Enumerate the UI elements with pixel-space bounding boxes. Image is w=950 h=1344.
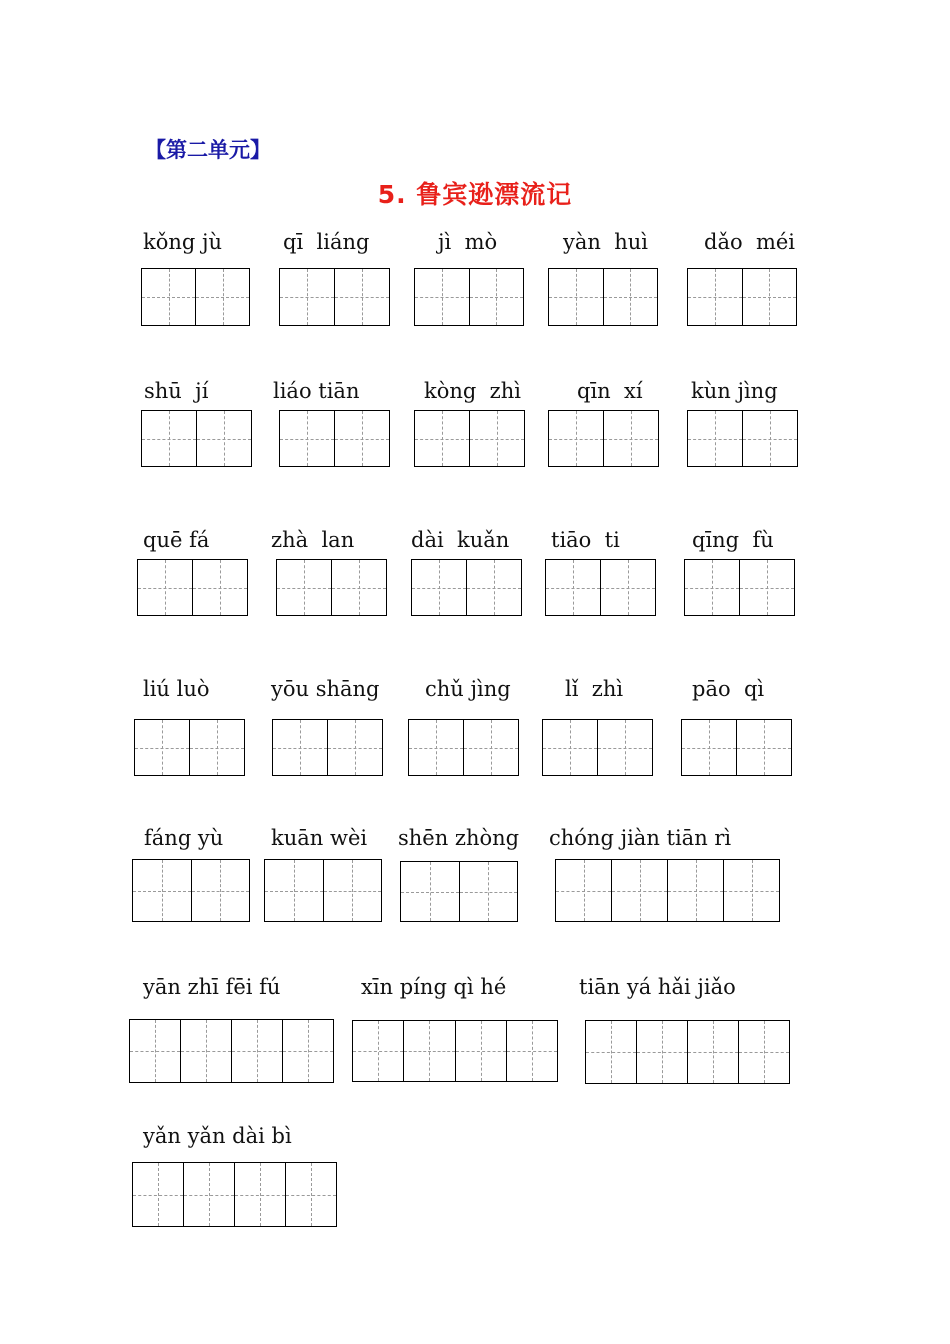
character-cell[interactable] — [403, 1021, 454, 1081]
pinyin-label: qīng fù — [692, 528, 774, 552]
pinyin-label: kùn jìng — [691, 379, 778, 403]
character-cell[interactable] — [191, 860, 250, 921]
character-cell[interactable] — [586, 1021, 636, 1083]
pinyin-label: pāo qì — [692, 677, 765, 701]
character-cell[interactable] — [546, 560, 600, 615]
unit-label: 【第二单元】 — [145, 138, 271, 162]
character-cell[interactable] — [459, 862, 518, 921]
writing-grid[interactable] — [414, 410, 525, 467]
character-cell[interactable] — [685, 560, 739, 615]
character-cell[interactable] — [466, 560, 521, 615]
character-cell[interactable] — [415, 411, 469, 466]
character-cell[interactable] — [192, 560, 247, 615]
character-cell[interactable] — [600, 560, 655, 615]
writing-grid[interactable] — [132, 1162, 337, 1227]
character-cell[interactable] — [469, 411, 524, 466]
character-cell[interactable] — [401, 862, 459, 921]
pinyin-label: qīn xí — [577, 379, 643, 403]
character-cell[interactable] — [738, 1021, 789, 1083]
writing-grid[interactable] — [264, 859, 382, 922]
character-cell[interactable] — [189, 720, 244, 775]
writing-grid[interactable] — [129, 1019, 334, 1083]
writing-grid[interactable] — [134, 719, 245, 776]
character-cell[interactable] — [231, 1020, 282, 1082]
pinyin-label: qī liáng — [283, 230, 370, 254]
character-cell[interactable] — [195, 269, 249, 325]
writing-grid[interactable] — [545, 559, 656, 616]
writing-grid[interactable] — [411, 559, 522, 616]
character-cell[interactable] — [636, 1021, 687, 1083]
writing-grid[interactable] — [555, 859, 780, 922]
character-cell[interactable] — [549, 411, 603, 466]
character-cell[interactable] — [463, 720, 518, 775]
character-cell[interactable] — [597, 720, 652, 775]
writing-grid[interactable] — [141, 268, 250, 326]
pinyin-label: kǒng jù — [143, 230, 223, 254]
pinyin-label: yān zhī fēi fú — [143, 975, 281, 999]
character-cell[interactable] — [334, 269, 389, 325]
pinyin-label: kòng zhì — [424, 379, 521, 403]
character-cell[interactable] — [455, 1021, 506, 1081]
character-cell[interactable] — [739, 560, 794, 615]
pinyin-label: lǐ zhì — [565, 677, 624, 701]
writing-grid[interactable] — [585, 1020, 790, 1084]
character-cell[interactable] — [331, 560, 386, 615]
character-cell[interactable] — [682, 720, 736, 775]
writing-grid[interactable] — [681, 719, 792, 776]
character-cell[interactable] — [282, 1020, 333, 1082]
character-cell[interactable] — [133, 1163, 183, 1226]
character-cell[interactable] — [273, 720, 327, 775]
character-cell[interactable] — [742, 411, 797, 466]
pinyin-label: xīn píng qì hé — [361, 975, 507, 999]
character-cell[interactable] — [688, 411, 742, 466]
character-cell[interactable] — [234, 1163, 285, 1226]
writing-grid[interactable] — [137, 559, 248, 616]
writing-grid[interactable] — [400, 861, 518, 922]
character-cell[interactable] — [415, 269, 469, 325]
pinyin-label: zhà lan — [271, 528, 355, 552]
pinyin-label: chǔ jìng — [425, 677, 511, 701]
character-cell[interactable] — [183, 1163, 234, 1226]
writing-grid[interactable] — [542, 719, 653, 776]
character-cell[interactable] — [280, 411, 334, 466]
character-cell[interactable] — [265, 860, 323, 921]
writing-grid[interactable] — [141, 410, 252, 467]
character-cell[interactable] — [180, 1020, 231, 1082]
pinyin-label: liú luò — [143, 677, 210, 701]
character-cell[interactable] — [469, 269, 524, 325]
writing-grid[interactable] — [548, 410, 659, 467]
character-cell[interactable] — [142, 269, 195, 325]
character-cell[interactable] — [138, 560, 192, 615]
character-cell[interactable] — [736, 720, 791, 775]
pinyin-label: quē fá — [143, 528, 210, 552]
character-cell[interactable] — [353, 1021, 403, 1081]
character-cell[interactable] — [133, 860, 191, 921]
character-cell[interactable] — [603, 411, 658, 466]
writing-grid[interactable] — [684, 559, 795, 616]
writing-grid[interactable] — [687, 410, 798, 467]
pinyin-label: tiāo ti — [551, 528, 620, 552]
character-cell[interactable] — [280, 269, 334, 325]
lesson-title: 5. 鲁宾逊漂流记 — [377, 180, 573, 209]
writing-grid[interactable] — [408, 719, 519, 776]
pinyin-label: yōu shāng — [271, 677, 380, 701]
character-cell[interactable] — [285, 1163, 336, 1226]
character-cell[interactable] — [334, 411, 389, 466]
character-cell[interactable] — [506, 1021, 557, 1081]
writing-grid[interactable] — [272, 719, 383, 776]
writing-grid[interactable] — [352, 1020, 558, 1082]
character-cell[interactable] — [742, 269, 797, 325]
character-cell[interactable] — [687, 1021, 738, 1083]
character-cell[interactable] — [556, 860, 611, 921]
character-cell[interactable] — [277, 560, 331, 615]
pinyin-label: kuān wèi — [271, 826, 368, 850]
character-cell[interactable] — [549, 269, 603, 325]
pinyin-label: shēn zhòng — [398, 826, 520, 850]
pinyin-label: yàn huì — [563, 230, 649, 254]
pinyin-label: dǎo méi — [704, 230, 796, 254]
pinyin-label: yǎn yǎn dài bì — [143, 1124, 292, 1148]
character-cell[interactable] — [543, 720, 597, 775]
character-cell[interactable] — [196, 411, 251, 466]
pinyin-label: shū jí — [144, 379, 209, 403]
character-cell[interactable] — [323, 860, 382, 921]
pinyin-label: fáng yù — [144, 826, 224, 850]
character-cell[interactable] — [611, 860, 667, 921]
writing-grid[interactable] — [414, 268, 524, 326]
character-cell[interactable] — [688, 269, 742, 325]
writing-grid[interactable] — [687, 268, 797, 326]
pinyin-label: dài kuǎn — [411, 528, 510, 552]
character-cell[interactable] — [603, 269, 658, 325]
pinyin-label: chóng jiàn tiān rì — [549, 826, 732, 850]
pinyin-label: liáo tiān — [273, 379, 360, 403]
character-cell[interactable] — [412, 560, 466, 615]
character-cell[interactable] — [142, 411, 196, 466]
character-cell[interactable] — [409, 720, 463, 775]
writing-grid[interactable] — [279, 268, 390, 326]
character-cell[interactable] — [667, 860, 723, 921]
writing-grid[interactable] — [548, 268, 658, 326]
character-cell[interactable] — [327, 720, 382, 775]
writing-grid[interactable] — [132, 859, 250, 922]
character-cell[interactable] — [723, 860, 779, 921]
writing-grid[interactable] — [279, 410, 390, 467]
pinyin-label: jì mò — [438, 230, 498, 254]
writing-grid[interactable] — [276, 559, 387, 616]
character-cell[interactable] — [130, 1020, 180, 1082]
character-cell[interactable] — [135, 720, 189, 775]
pinyin-label: tiān yá hǎi jiǎo — [579, 975, 736, 999]
